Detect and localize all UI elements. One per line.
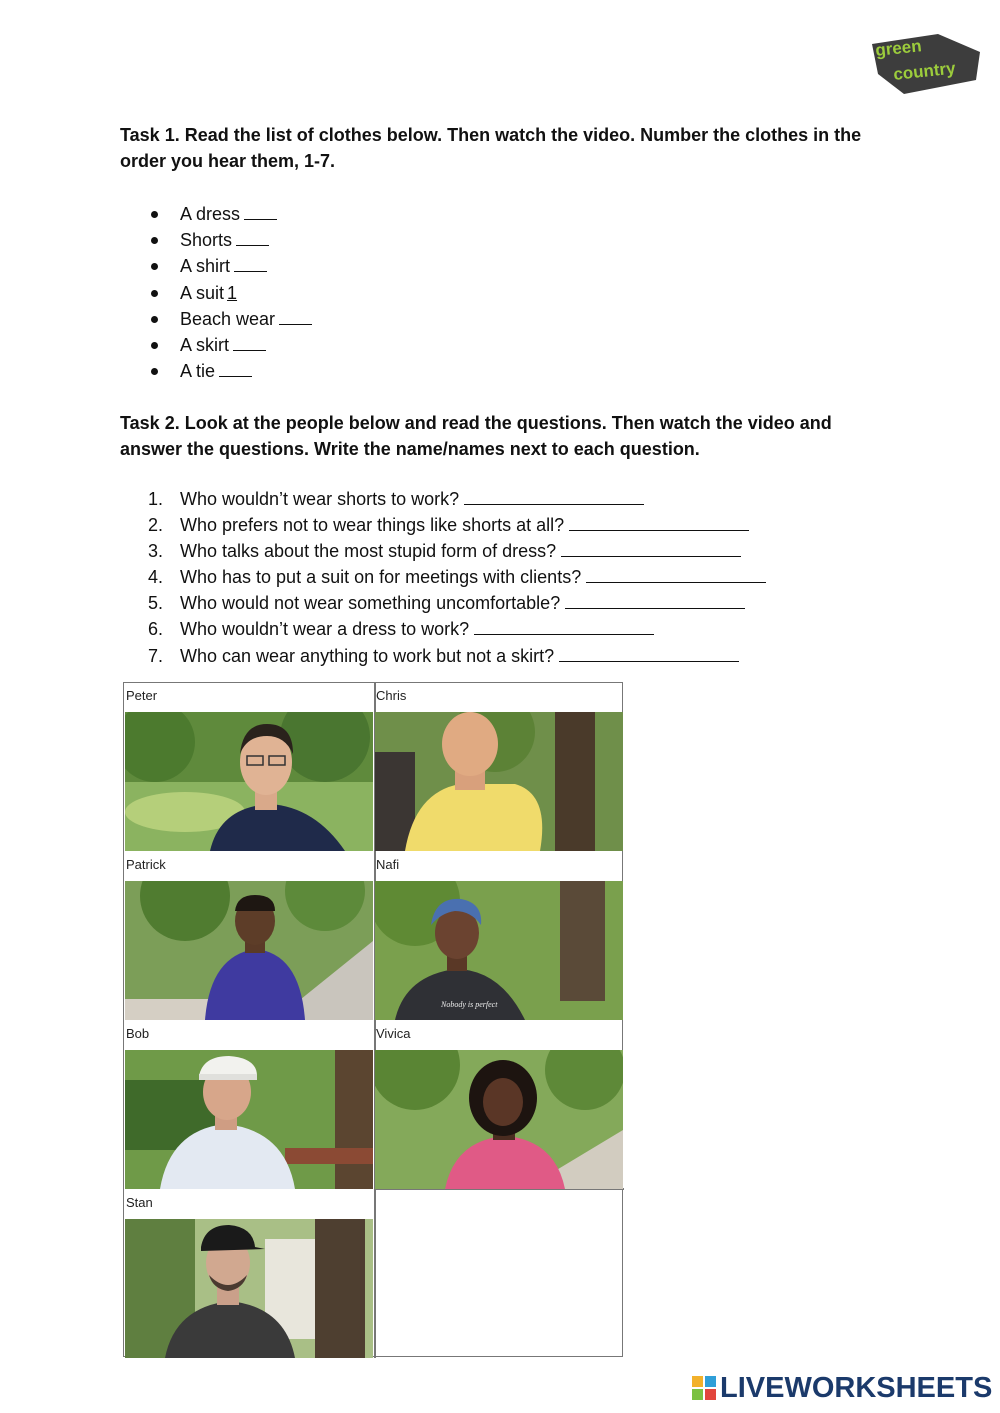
person-name: Patrick <box>126 857 166 872</box>
person-name: Peter <box>126 688 158 703</box>
clothes-list <box>148 201 312 384</box>
liveworksheets-logo-icon <box>692 1376 716 1400</box>
question-item <box>148 512 766 538</box>
task2-title: Task 2. Look at the people below and read the questions. Then watch the video and answer the questions. Write the name/names next to each question. <box>120 413 832 459</box>
question-text: Who would not wear something uncomfortable? <box>180 593 561 614</box>
question-item <box>148 643 766 669</box>
question-number: 3. <box>148 541 164 562</box>
people-photo-grid <box>123 682 623 1357</box>
question-item <box>148 538 766 564</box>
list-item <box>148 358 312 384</box>
item-label: Beach wear <box>180 308 276 329</box>
person-cell-stan <box>124 1190 374 1359</box>
photo-nafi <box>375 881 623 1020</box>
liveworksheets-brand <box>692 1373 992 1403</box>
person-name: Chris <box>376 688 407 703</box>
item-label: A shirt <box>180 256 231 277</box>
green-country-logo <box>868 30 984 96</box>
photo-chris <box>375 712 623 851</box>
list-item <box>148 280 312 306</box>
question-text: Who has to put a suit on for meetings with clients? <box>180 567 582 588</box>
photo-patrick <box>125 881 373 1020</box>
answer-blank[interactable] <box>561 538 741 557</box>
list-item <box>148 253 312 279</box>
answer-blank[interactable] <box>559 643 739 662</box>
answer-blank[interactable] <box>569 512 749 531</box>
question-text: Who wouldn’t wear shorts to work? <box>180 489 460 509</box>
photo-vivica <box>375 1050 623 1189</box>
question-number: 5. <box>148 593 164 614</box>
person-cell-bob <box>124 1021 374 1190</box>
person-cell-patrick <box>124 852 374 1021</box>
question-number: 6. <box>148 619 164 640</box>
photo-bob <box>125 1050 373 1189</box>
question-list <box>148 486 766 669</box>
question-number: 7. <box>148 645 164 666</box>
question-number: 1. <box>148 489 164 509</box>
item-label: A dress <box>180 204 241 224</box>
question-text: Who talks about the most stupid form of dress? <box>180 541 557 562</box>
brand-text: LIVEWORKSHEETS <box>720 1372 993 1404</box>
list-item <box>148 306 312 332</box>
person-cell-chris <box>374 683 624 852</box>
question-item <box>148 590 766 616</box>
logo-line2: country <box>892 58 957 84</box>
person-name: Bob <box>126 1026 150 1041</box>
answer-blank[interactable] <box>244 202 277 220</box>
item-label: Shorts <box>180 230 233 251</box>
answer-blank[interactable] <box>565 590 745 609</box>
list-item <box>148 227 312 253</box>
answer-blank[interactable] <box>234 254 267 272</box>
person-name: Nafi <box>376 857 400 872</box>
question-number: 2. <box>148 515 164 536</box>
answer-blank[interactable] <box>279 307 312 325</box>
shirt-text: Nobody is perfect <box>441 1000 498 1009</box>
item-label: A skirt <box>180 334 230 355</box>
question-text: Who wouldn’t wear a dress to work? <box>180 619 470 640</box>
person-cell-nafi <box>374 852 624 1021</box>
item-label: A suit <box>180 282 225 303</box>
question-item <box>148 564 766 590</box>
answer-blank[interactable] <box>474 616 654 635</box>
question-number: 4. <box>148 567 164 588</box>
answer-blank[interactable] <box>236 228 269 246</box>
task1-title: Task 1. Read the list of clothes below. Then watch the video. Number the clothes in the order you hear them, 1-7. <box>120 125 862 171</box>
list-item <box>148 332 312 358</box>
answer-blank[interactable] <box>219 359 252 377</box>
answer-example: 1 <box>227 282 238 303</box>
photo-stan <box>125 1219 373 1358</box>
answer-blank[interactable] <box>586 564 766 583</box>
question-item <box>148 616 766 642</box>
person-cell-vivica <box>374 1021 624 1190</box>
person-cell-peter <box>124 683 374 852</box>
question-item <box>148 486 766 512</box>
answer-blank[interactable] <box>233 333 266 351</box>
photo-peter <box>125 712 373 851</box>
item-label: A tie <box>180 361 216 382</box>
logo-line1: green <box>874 36 923 60</box>
answer-blank[interactable] <box>464 486 644 505</box>
person-name: Vivica <box>376 1026 411 1041</box>
question-text: Who prefers not to wear things like shorts at all? <box>180 515 565 536</box>
question-text: Who can wear anything to work but not a skirt? <box>180 645 555 666</box>
person-name: Stan <box>126 1195 153 1210</box>
list-item <box>148 201 312 227</box>
